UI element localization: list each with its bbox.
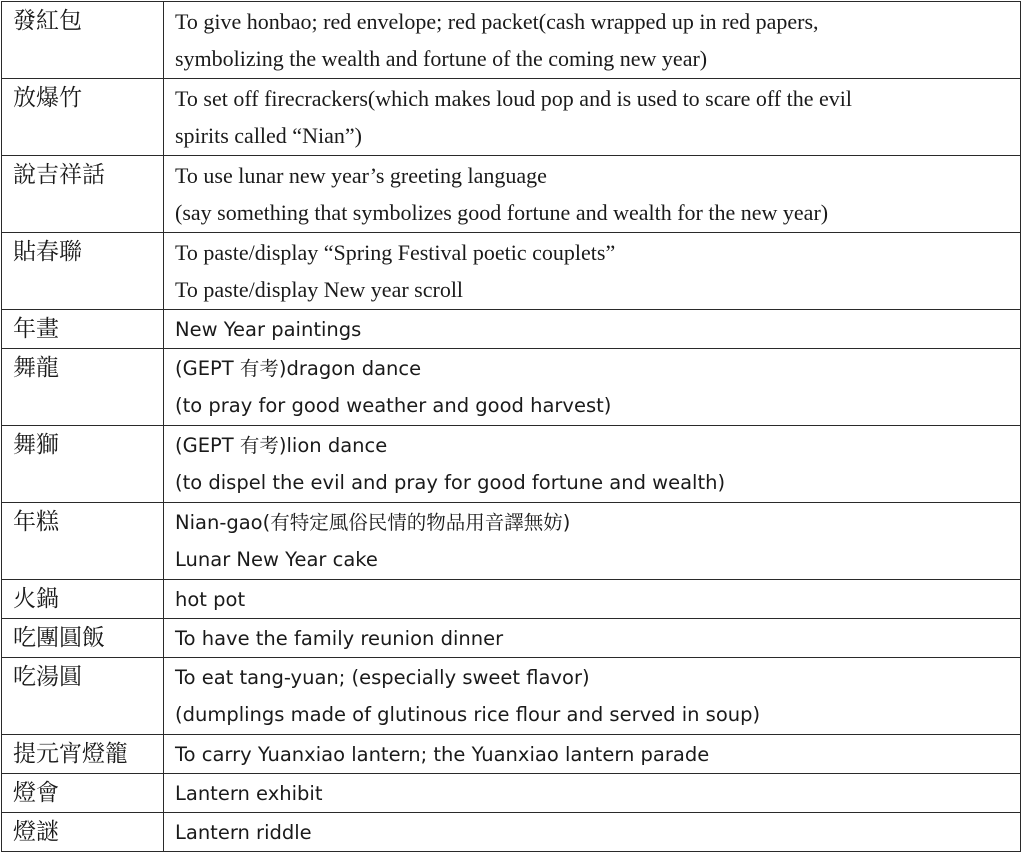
table-row [2, 2, 1021, 79]
chinese-term-cell [2, 156, 164, 233]
chinese-term-cell [2, 310, 164, 349]
chinese-term-cell [2, 580, 164, 619]
english-definition-cell [164, 619, 1021, 658]
definition-line: To paste/display New year scroll [175, 277, 464, 302]
definition-line: (to pray for good weather and good harvest) [175, 394, 612, 417]
chinese-term: 提元宵燈籠 [13, 741, 128, 767]
chinese-term: 說吉祥話 [13, 162, 105, 188]
chinese-term-cell [2, 233, 164, 310]
glossary-table [1, 1, 1021, 852]
chinese-term: 吃湯圓 [13, 664, 82, 690]
definition-line: (GEPT 有考)lion dance [175, 434, 388, 457]
table-row [2, 580, 1021, 619]
definition-line: To give honbao; red envelope; red packet(cash wrapped up in red papers, [175, 9, 819, 34]
definition-line: To carry Yuanxiao lantern; the Yuanxiao lantern parade [175, 743, 710, 766]
definition-line: Lunar New Year cake [175, 548, 378, 571]
table-row [2, 735, 1021, 774]
definition-line: To use lunar new year’s greeting language [175, 163, 547, 188]
english-definition-cell [164, 813, 1021, 852]
definition-line: New Year paintings [175, 318, 362, 341]
chinese-term: 貼春聯 [13, 239, 82, 265]
chinese-term-cell [2, 503, 164, 580]
chinese-term: 火鍋 [13, 586, 59, 612]
definition-line: Nian-gao(有特定風俗民情的物品用音譯無妨) [175, 511, 571, 534]
table-row [2, 813, 1021, 852]
definition-line: Lantern exhibit [175, 782, 323, 805]
table-row [2, 156, 1021, 233]
english-definition-cell [164, 426, 1021, 503]
english-definition-cell [164, 503, 1021, 580]
definition-line: hot pot [175, 588, 246, 611]
english-definition-cell [164, 580, 1021, 619]
chinese-term: 舞獅 [13, 432, 59, 458]
chinese-term: 發紅包 [13, 8, 82, 34]
chinese-term-cell [2, 813, 164, 852]
chinese-term-cell [2, 774, 164, 813]
chinese-term: 年畫 [13, 316, 59, 342]
definition-line: symbolizing the wealth and fortune of the coming new year) [175, 46, 708, 71]
definition-line: To paste/display “Spring Festival poetic couplets” [175, 240, 616, 265]
table-row [2, 426, 1021, 503]
english-definition-cell [164, 774, 1021, 813]
definition-line: Lantern riddle [175, 821, 312, 844]
definition-line: (to dispel the evil and pray for good fortune and wealth) [175, 471, 726, 494]
glossary-table-body [2, 2, 1021, 852]
definition-line: To have the family reunion dinner [175, 627, 504, 650]
table-row [2, 619, 1021, 658]
english-definition-cell [164, 735, 1021, 774]
english-definition-cell [164, 79, 1021, 156]
chinese-term-cell [2, 79, 164, 156]
table-row [2, 658, 1021, 735]
english-definition-cell [164, 349, 1021, 426]
english-definition-cell [164, 233, 1021, 310]
chinese-term-cell [2, 2, 164, 79]
table-row [2, 349, 1021, 426]
chinese-term-cell [2, 349, 164, 426]
table-row [2, 310, 1021, 349]
chinese-term-cell [2, 658, 164, 735]
definition-line: To eat tang-yuan; (especially sweet flavor) [175, 666, 590, 689]
table-row [2, 503, 1021, 580]
table-row [2, 79, 1021, 156]
definition-line: spirits called “Nian”) [175, 123, 362, 148]
definition-line: (dumplings made of glutinous rice flour and served in soup) [175, 703, 761, 726]
chinese-term: 吃團圓飯 [13, 625, 105, 651]
definition-line: (GEPT 有考)dragon dance [175, 357, 422, 380]
chinese-term: 年糕 [13, 509, 59, 535]
english-definition-cell [164, 310, 1021, 349]
table-row [2, 233, 1021, 310]
chinese-term-cell [2, 619, 164, 658]
table-row [2, 774, 1021, 813]
chinese-term-cell [2, 735, 164, 774]
chinese-term: 放爆竹 [13, 85, 82, 111]
chinese-term: 燈謎 [13, 819, 59, 845]
chinese-term: 燈會 [13, 780, 59, 806]
chinese-term-cell [2, 426, 164, 503]
definition-line: (say something that symbolizes good fortune and wealth for the new year) [175, 200, 829, 225]
definition-line: To set off firecrackers(which makes loud pop and is used to scare off the evil [175, 86, 852, 111]
english-definition-cell [164, 156, 1021, 233]
english-definition-cell [164, 658, 1021, 735]
english-definition-cell [164, 2, 1021, 79]
chinese-term: 舞龍 [13, 355, 59, 381]
